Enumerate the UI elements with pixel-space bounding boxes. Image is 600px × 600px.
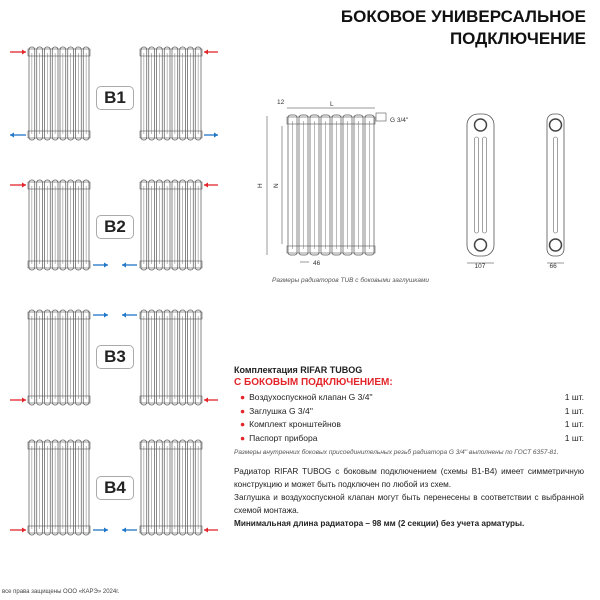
flow-arrow-icon [204, 398, 218, 403]
drawing-side-107 [467, 114, 494, 263]
arrow-head [22, 528, 26, 533]
arrow-head [122, 528, 126, 533]
flow-arrow-icon [93, 263, 108, 268]
flow-arrow-icon [10, 133, 26, 138]
kit-subheading: С БОКОВЫМ ПОДКЛЮЧЕНИЕМ: [234, 377, 393, 388]
scheme-label-b1: B1 [96, 86, 134, 110]
kit-item-name: Комплект кронштейнов [249, 419, 341, 429]
title-line-2: ПОДКЛЮЧЕНИЕ [449, 29, 586, 48]
kit-item-name: Паспорт прибора [249, 432, 318, 443]
radiator-right [140, 440, 202, 535]
description-p2: Заглушка и воздухоспускной клапан могут быть перенесены в соответствии с выбранной схемой монтажа. [234, 493, 584, 515]
thread-label: G 3/4'' [390, 117, 409, 124]
nipple-bottom [475, 239, 487, 251]
drawing-side-66 [547, 114, 564, 263]
radiator-left [28, 47, 90, 140]
kit-heading: Комплектация RIFAR TUBOG [234, 365, 363, 375]
thread-fitting [376, 113, 386, 121]
kit-item-qty: 1 шт. [564, 432, 584, 443]
arrow-head [204, 50, 208, 55]
flow-arrow-icon [10, 183, 26, 188]
flow-arrow-icon [122, 528, 137, 533]
flow-arrow-icon [10, 528, 26, 533]
arrow-head [22, 50, 26, 55]
flow-arrow-icon [93, 313, 108, 318]
scheme-label-b3: B3 [96, 345, 134, 369]
arrow-head [22, 183, 26, 188]
copyright: все права защищены ООО «КАРЭ» 2024г. [2, 589, 120, 595]
nipple-top [475, 119, 487, 131]
title-line-1: БОКОВОЕ УНИВЕРСАЛЬНОЕ [340, 7, 586, 26]
dim-label: 66 [549, 263, 557, 270]
kit-item [234, 433, 584, 447]
bullet-icon: ● [240, 432, 246, 443]
arrow-head [214, 133, 218, 138]
arrow-head [204, 528, 208, 533]
description-p1: Радиатор RIFAR TUBOG с боковым подключением (схемы B1-B4) имеет симметричную конструкцию и может быть подключен по любой из схем. [234, 467, 584, 489]
drawing-caption: Размеры радиаторов TUB с боковыми заглушками [272, 277, 430, 284]
dim-l: L [330, 101, 334, 108]
arrow-head [122, 313, 126, 318]
flow-arrow-icon [204, 50, 218, 55]
flow-arrow-icon [204, 183, 218, 188]
arrow-head [204, 183, 208, 188]
arrow-head [104, 263, 108, 268]
description-p3: Минимальная длина радиатора – 98 мм (2 секции) без учета арматуры. [234, 519, 525, 528]
kit-section [234, 365, 584, 456]
arrow-head [104, 313, 108, 318]
arrow-head [10, 133, 14, 138]
flow-arrow-icon [10, 398, 26, 403]
flow-arrow-icon [122, 263, 137, 268]
section-body [547, 114, 564, 256]
radiator-left [28, 310, 90, 405]
arrow-head [104, 528, 108, 533]
dim-label: 107 [474, 263, 486, 270]
scheme-label-b4: B4 [96, 476, 134, 500]
kit-item-qty: 1 шт. [564, 405, 584, 416]
nipple-bottom [550, 239, 562, 251]
kit-item-qty: 1 шт. [564, 419, 584, 429]
arrow-head [204, 398, 208, 403]
kit-item-qty: 1 шт. [564, 392, 584, 402]
flow-arrow-icon [204, 528, 218, 533]
scheme-label-b2: B2 [96, 215, 134, 239]
dim-46: 46 [313, 260, 321, 267]
section-body [467, 114, 494, 256]
kit-item-name: Заглушка G 3/4'' [249, 405, 313, 416]
page-title [341, 6, 586, 50]
dim-12: 12 [277, 99, 285, 106]
kit-item [234, 419, 584, 433]
nipple-top [550, 119, 562, 131]
bullet-icon: ● [240, 419, 246, 429]
dim-n: N [273, 183, 280, 188]
dim-h: H [257, 183, 264, 188]
kit-item-name: Воздухоспускной клапан G 3/4'' [249, 392, 373, 402]
arrow-head [122, 263, 126, 268]
radiator-left [28, 440, 90, 535]
kit-item [234, 392, 584, 406]
bullet-icon: ● [240, 405, 246, 416]
kit-item [234, 406, 584, 420]
flow-arrow-icon [10, 50, 26, 55]
radiator-right [140, 310, 202, 405]
description [234, 465, 584, 530]
flow-arrow-icon [122, 313, 137, 318]
radiator-right [140, 47, 202, 140]
bullet-icon: ● [240, 392, 246, 402]
radiator-right [140, 180, 202, 270]
radiator-left [28, 180, 90, 270]
flow-arrow-icon [93, 528, 108, 533]
drawing-radiator-front [287, 115, 375, 255]
kit-note: Размеры внутренних боковых присоединительных резьб радиатора G 3/4'' выполнены по ГОСТ 6357-81. [234, 449, 559, 456]
flow-arrow-icon [204, 133, 218, 138]
arrow-head [22, 398, 26, 403]
